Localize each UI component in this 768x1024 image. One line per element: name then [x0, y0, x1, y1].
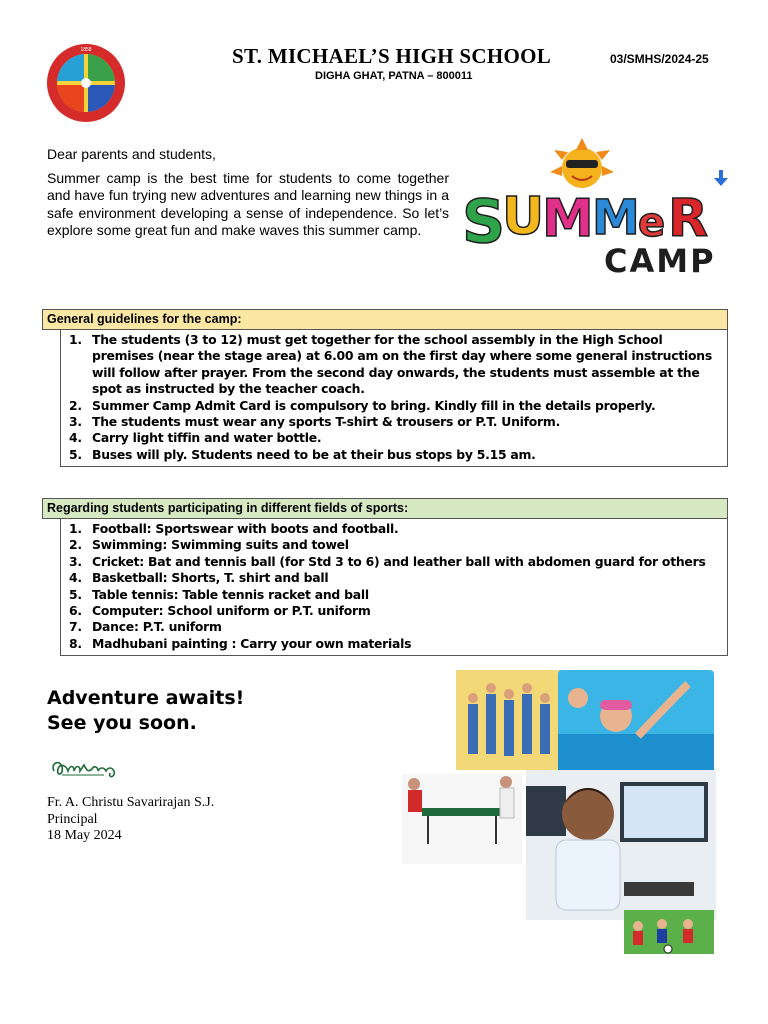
- intro-paragraph: Summer camp is the best time for students to come together and have fun trying new adventures and learning new things in a safe environment developing a sense of independence. So let’s explore some great fun and make waves this summer camp.: [47, 170, 449, 238]
- signatory-title: Principal: [47, 811, 98, 827]
- sun-icon: [550, 138, 614, 188]
- svg-text:1858: 1858: [80, 47, 92, 53]
- closing-line-2: See you soon.: [47, 712, 197, 734]
- sports-box: [42, 498, 728, 656]
- closing-message: [47, 686, 244, 736]
- svg-text:M: M: [542, 189, 594, 249]
- summer-camp-graphic: [462, 138, 740, 278]
- list-item: 5. Buses will ply. Students need to be at their bus stops by 5.15 am.: [69, 446, 536, 462]
- closing-line-1: Adventure awaits!: [47, 687, 245, 709]
- computer-photo: [526, 770, 716, 920]
- svg-text:S: S: [462, 187, 506, 257]
- list-item: 3. Cricket: Bat and tennis ball (for Std 3 to 6) and leather ball with abdomen guard for others: [69, 553, 706, 569]
- sports-title: Regarding students participating in different fields of sports:: [42, 498, 728, 519]
- list-item: 1. The students (3 to 12) must get together for the school assembly in the High School premises (near the stage area) at 6.00 am on the first day where some general instructions will follow after prayer. From the second day onwards, the students must assemble at the spot as instructed by the teacher coach.: [69, 332, 712, 397]
- list-item: 2. Swimming: Swimming suits and towel: [69, 537, 349, 553]
- guidelines-title: General guidelines for the camp:: [42, 309, 728, 330]
- guidelines-list: [65, 332, 721, 463]
- activities-photo-collage: [398, 664, 718, 960]
- swimming-photo: [558, 670, 714, 770]
- school-name: ST. MICHAEL’S HIGH SCHOOL: [232, 44, 552, 68]
- list-item: 3. The students must wear any sports T-shirt & trousers or P.T. Uniform.: [69, 414, 561, 430]
- list-item: 4. Basketball: Shorts, T. shirt and ball: [69, 570, 329, 586]
- svg-text:R: R: [668, 189, 709, 249]
- sports-list-container: [60, 519, 728, 656]
- table-tennis-photo: [402, 774, 522, 864]
- list-item: 6. Computer: School uniform or P.T. uniform: [69, 603, 371, 619]
- list-item: 1. Football: Sportswear with boots and football.: [69, 521, 399, 536]
- football-photo: [624, 910, 714, 954]
- list-item: 7. Dance: P.T. uniform: [69, 619, 222, 635]
- letter-date: 18 May 2024: [47, 828, 122, 843]
- signatory-name: Fr. A. Christu Savarirajan S.J.: [47, 795, 215, 810]
- school-address: DIGHA GHAT, PATNA – 800011: [315, 70, 473, 82]
- svg-text:M: M: [592, 190, 640, 246]
- svg-text:e: e: [638, 200, 666, 246]
- handwritten-signature: [48, 755, 124, 783]
- reference-number: 03/SMHS/2024-25: [610, 52, 709, 66]
- school-crest-logo: [46, 43, 126, 123]
- guidelines-box: [42, 309, 728, 467]
- svg-text:CAMP: CAMP: [604, 242, 716, 278]
- sports-list: [65, 521, 721, 652]
- list-item: 4. Carry light tiffin and water bottle.: [69, 430, 322, 446]
- greeting: Dear parents and students,: [47, 146, 216, 162]
- list-item: 5. Table tennis: Table tennis racket and ball: [69, 586, 369, 602]
- svg-text:U: U: [502, 187, 545, 247]
- guidelines-list-container: [60, 330, 728, 467]
- dance-photo: [456, 670, 566, 770]
- list-item: 2. Summer Camp Admit Card is compulsory to bring. Kindly fill in the details properly.: [69, 397, 656, 413]
- list-item: 8. Madhubani painting : Carry your own materials: [69, 635, 412, 651]
- signatory-block: [47, 795, 214, 845]
